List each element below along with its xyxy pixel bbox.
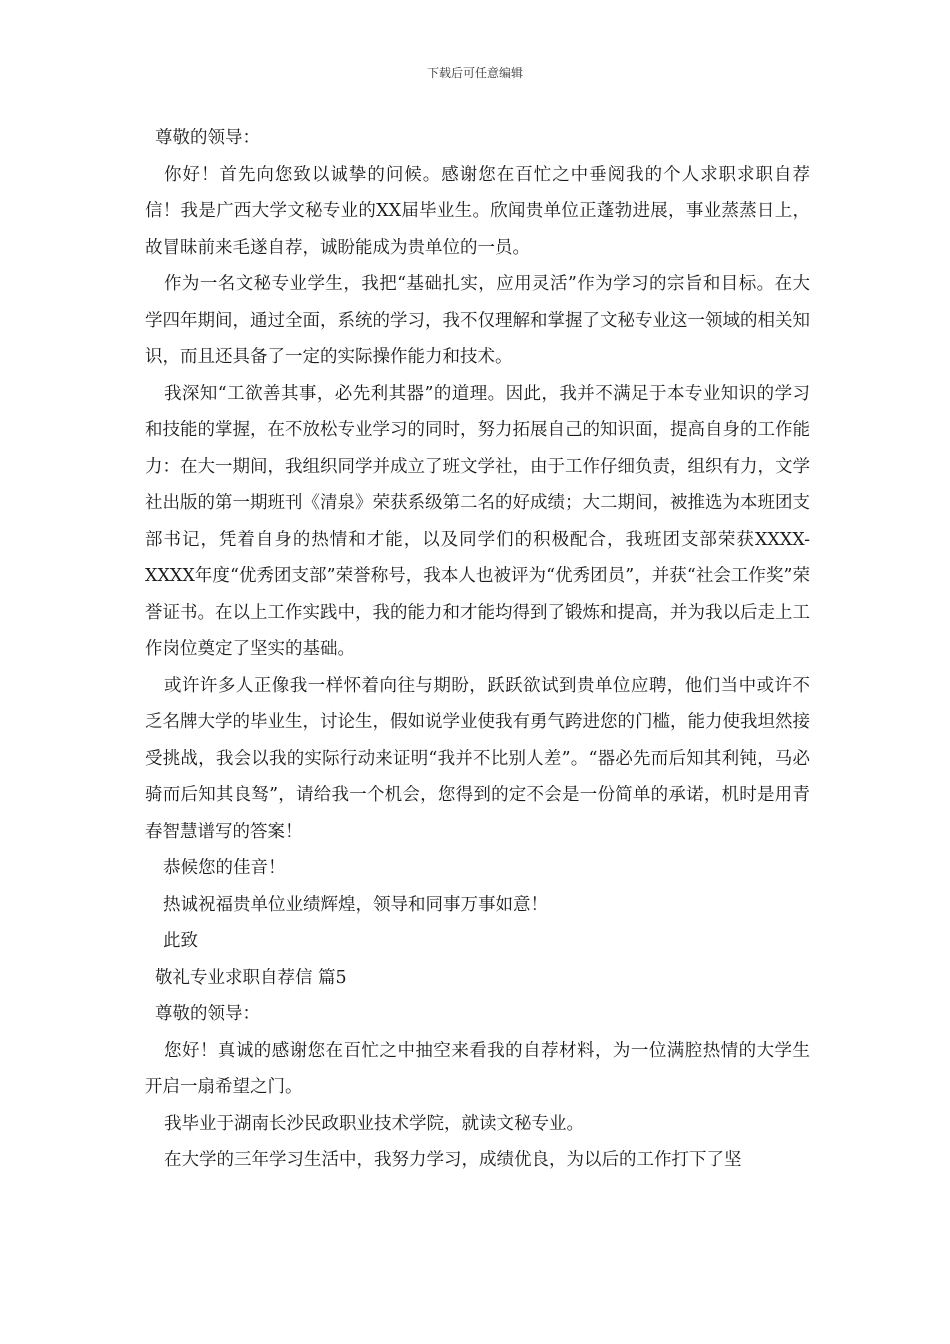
page-header: 下载后可任意编辑 [426,66,523,80]
paragraph-study-life: 在大学的三年学习生活中，我努力学习，成绩优良，为以后的工作打下了坚 [164,1150,742,1170]
paragraph-request: 或许许多人正像我一样怀着向往与期盼，跃跃欲试到贵单位应聘，他们当中或许不乏名牌大学的毕业生，讨论生，假如说学业使我有勇气跨进您的门槛，能力使我坦然接受挑战，我会以我的实际行动来证明“我并不比别人差”。“器必先而后知其利钝，马必骑而后知其良驽”，请给我一个机会，您得到的定不会是一份简单的承诺，机时是用青春智慧谱写的答案！ [145,675,810,842]
paragraph-study-goal: 作为一名文秘专业学生，我把“基础扎实，应用灵活”作为学习的宗旨和目标。在大学四年期间，通过全面，系统的学习，我不仅理解和掌握了文秘专业这一领域的相关知识，而且还具备了一定的实际操作能力和技术。 [145,274,810,367]
document-body [145,120,810,1179]
paragraph-school: 我毕业于湖南长沙民政职业技术学院，就读文秘专业。 [164,1113,584,1134]
paragraph-thanks: 您好！真诚的感谢您在百忙之中抽空来看我的自荐材料，为一位满腔热情的大学生开启一扇希望之门。 [145,1040,810,1097]
salutation-2: 尊敬的领导： [155,1004,260,1024]
closing-await: 恭候您的佳音！ [163,858,286,878]
salutation: 尊敬的领导： [155,128,260,148]
paragraph-experience: 我深知“工欲善其事，必先利其器”的道理。因此，我并不满足于本专业知识的学习和技能的掌握，在不放松专业学习的同时，努力拓展自己的知识面，提高自身的工作能力：在大一期间，我组织同学并成立了班文学社，由于工作仔细负责，组织有力，文学社出版的第一期班刊《清泉》荣获系级第二名的好成绩；大二期间，被推选为本班团支部书记，凭着自身的热情和才能，以及同学们的积极配合，我班团支部荣获XXXX-XXXX年度“优秀团支部”荣誉称号，我本人也被评为“优秀团员”，并获“社会工作奖”荣誉证书。在以上工作实践中，我的能力和才能均得到了锻炼和提高，并为我以后走上工作岗位奠定了坚实的基础。 [145,383,810,659]
paragraph-greeting: 你好！首先向您致以诚挚的问候。感谢您在百忙之中垂阅我的个人求职求职自荐信！我是广西大学文秘专业的XX届毕业生。欣闻贵单位正蓬勃进展，事业蒸蒸日上，故冒昧前来毛遂自荐，诚盼能成为贵单位的一员。 [145,164,810,258]
closing-wishes: 热诚祝福贵单位业绩辉煌，领导和同事万事如意！ [163,894,548,915]
section-heading: 敬礼专业求职自荐信 篇5 [155,967,347,988]
closing-regards: 此致 [163,931,198,951]
